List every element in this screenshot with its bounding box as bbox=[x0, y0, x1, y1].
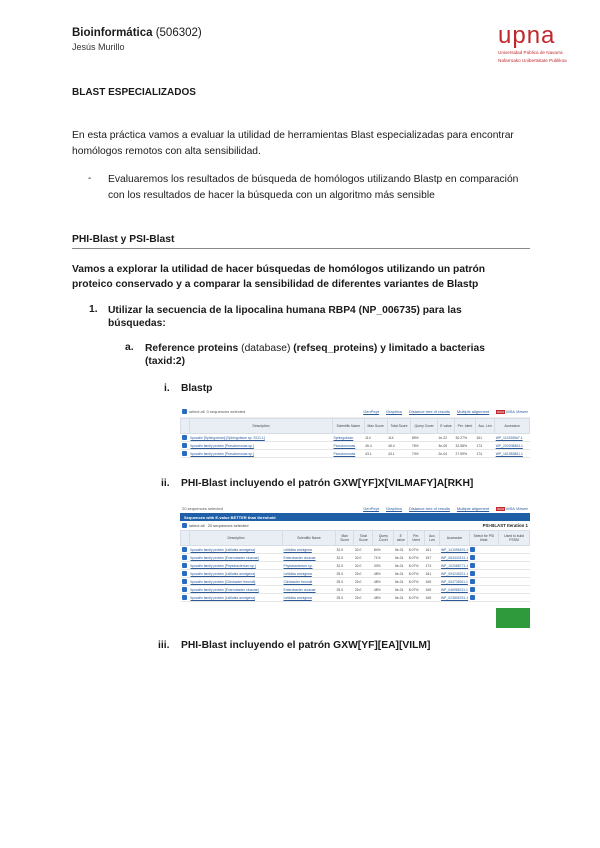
graphics-link[interactable]: Graphics bbox=[385, 505, 402, 511]
col-per-ident[interactable]: Per. Ident bbox=[408, 531, 425, 546]
intro-paragraph: En esta práctica vamos a evaluar la utilidad de herramientas Blast especializadas para encontrar homólogos remotos con alta sensibilidad. bbox=[72, 130, 514, 157]
col-max-score[interactable]: Max Score bbox=[364, 419, 387, 434]
col-accession[interactable]: Accession bbox=[440, 531, 469, 546]
course-name: Bioinformática bbox=[72, 27, 153, 39]
row-max-score: 25.0 bbox=[336, 578, 354, 586]
row-description[interactable]: lipocalin family protein [Enterobacter cloacae] bbox=[190, 586, 283, 594]
logo-word: upna bbox=[498, 22, 556, 49]
col-scientific-name[interactable]: Scientific Name bbox=[283, 531, 336, 546]
row-checkbox[interactable] bbox=[182, 443, 187, 448]
top-selected-count: 20 sequences selected bbox=[182, 505, 223, 511]
graphics-link[interactable]: Graphics bbox=[385, 408, 402, 414]
row-e-value: 5e-01 bbox=[394, 562, 408, 570]
row-total-score: 43.1 bbox=[387, 450, 411, 458]
selected-count: 0 sequences selected bbox=[206, 408, 246, 414]
table-row bbox=[181, 450, 530, 458]
section-intro: Vamos a explorar la utilidad de hacer búsquedas de homólogos utilizando un patrón proteico conservado y a comparar la sensibilidad de diferentes variantes de Blastp bbox=[72, 264, 486, 290]
item-a-text bbox=[145, 342, 525, 368]
sub-ii-text: PHI-Blast incluyendo el patrón GXW[YF]X[VILMAFY]A[RKH] bbox=[181, 478, 474, 489]
row-query-cover: 33% bbox=[373, 562, 394, 570]
row-checkbox[interactable] bbox=[182, 563, 187, 568]
row-acc-len: 157 bbox=[425, 554, 440, 562]
row-accession[interactable]: WP_102088771.1 bbox=[440, 563, 469, 568]
item1-number: 1. bbox=[89, 304, 98, 315]
row-max-score: 25.0 bbox=[336, 594, 354, 602]
results-table bbox=[180, 530, 530, 602]
row-description[interactable]: lipocalin family protein [Pseudomonas sp.] bbox=[190, 450, 333, 458]
logo-subtitle-1: Universidad Pública de Navarra bbox=[498, 50, 563, 55]
row-accession[interactable]: WP_161983861.1 bbox=[495, 450, 530, 458]
row-max-score: 25.0 bbox=[336, 586, 354, 594]
row-scientific-name[interactable]: Pseudomonas bbox=[333, 450, 365, 458]
row-checkbox[interactable] bbox=[182, 571, 187, 576]
row-e-value: 5e-01 bbox=[394, 570, 408, 578]
pssm-cell bbox=[499, 554, 530, 562]
header-checkbox-col bbox=[181, 419, 190, 434]
bullet-mark: - bbox=[88, 173, 92, 184]
row-checkbox[interactable] bbox=[182, 595, 187, 600]
row-e-value: 5e-01 bbox=[394, 586, 408, 594]
row-acc-len: 165 bbox=[425, 594, 440, 602]
row-query-cover: 48% bbox=[373, 586, 394, 594]
row-acc-len: 173 bbox=[475, 442, 494, 450]
row-description[interactable]: lipocalin family protein [Enterobacter cloacae] bbox=[190, 554, 283, 562]
row-accession[interactable]: WP_063735911.1 bbox=[440, 579, 468, 584]
row-scientific-name[interactable]: Phytobacterium sp. bbox=[283, 562, 336, 570]
row-per-ident: 8.07% bbox=[408, 570, 425, 578]
row-per-ident: 8.07% bbox=[408, 586, 425, 594]
col-accession[interactable]: Accession bbox=[495, 419, 530, 434]
row-accession[interactable]: WP_094249221.1 bbox=[440, 571, 469, 576]
table-row bbox=[181, 434, 530, 442]
table-row bbox=[181, 562, 530, 570]
row-description[interactable]: lipocalin family protein [Lelliottia amnigena] bbox=[190, 594, 283, 602]
row-checkbox[interactable] bbox=[182, 547, 187, 552]
col-e-value[interactable]: E value bbox=[437, 419, 454, 434]
row-e-value: 1e-22 bbox=[437, 434, 454, 442]
row-total-score: 32.0 bbox=[354, 546, 373, 554]
row-accession[interactable]: WP_063443131.1 bbox=[440, 555, 469, 560]
row-e-value: 5e-01 bbox=[394, 594, 408, 602]
select-all-label: select all bbox=[189, 523, 205, 528]
row-scientific-name[interactable]: Enterobacter cloacae bbox=[283, 586, 336, 594]
row-description[interactable]: lipocalin family protein [Lelliottia amnigena] bbox=[190, 546, 283, 554]
genpept-link[interactable]: GenPept bbox=[363, 408, 379, 414]
col-query-cover[interactable]: Query Cover bbox=[373, 531, 394, 546]
select-all-checkbox[interactable] bbox=[182, 409, 187, 414]
item-a-letter: a. bbox=[125, 342, 134, 353]
row-total-score: 45.4 bbox=[387, 442, 411, 450]
row-acc-len: 165 bbox=[425, 586, 440, 594]
psi-select-checkbox[interactable] bbox=[470, 563, 475, 568]
results-toolbar bbox=[180, 405, 530, 418]
row-scientific-name[interactable]: Lelliottia amnigena bbox=[283, 594, 336, 602]
row-checkbox[interactable] bbox=[182, 587, 187, 592]
row-total-score: 32.0 bbox=[354, 562, 373, 570]
row-per-ident: 8.07% bbox=[408, 562, 425, 570]
sub-i-number: i. bbox=[164, 383, 170, 394]
row-acc-len: 161 bbox=[475, 434, 494, 442]
row-scientific-name[interactable]: Pseudomonas bbox=[333, 442, 365, 450]
pssm-cell bbox=[499, 562, 530, 570]
row-total-score: 25.0 bbox=[354, 570, 373, 578]
row-description[interactable]: lipocalin family protein [Phytobacterium sp.] bbox=[190, 562, 283, 570]
sub-i-text: Blastp bbox=[181, 383, 213, 394]
distance-tree-link[interactable]: Distance tree of results bbox=[409, 408, 450, 414]
row-per-ident: 27.59% bbox=[454, 450, 475, 458]
col-description[interactable]: Description bbox=[190, 419, 333, 434]
item-a-part3: (refseq_proteins) y limitado a bacterias (taxid:2) bbox=[145, 343, 485, 367]
col-description[interactable]: Description bbox=[190, 531, 283, 546]
psi-select-checkbox[interactable] bbox=[470, 595, 475, 600]
table-header-row bbox=[181, 419, 530, 434]
row-scientific-name[interactable]: Citrobacter freundii bbox=[283, 578, 336, 586]
row-query-cover: 71% bbox=[373, 554, 394, 562]
table-row bbox=[181, 546, 530, 554]
row-checkbox[interactable] bbox=[182, 579, 187, 584]
row-query-cover: 48% bbox=[373, 578, 394, 586]
col-scientific-name[interactable]: Scientific Name bbox=[333, 419, 365, 434]
course-title bbox=[72, 27, 202, 39]
row-accession[interactable]: WP_046986211.1 bbox=[440, 587, 468, 592]
logo-subtitle-2: Nafarroako Unibertsitate Publikoa bbox=[498, 57, 567, 63]
row-e-value: 3e-05 bbox=[437, 442, 454, 450]
msa-viewer-link[interactable]: NEW MSA Viewer bbox=[497, 505, 528, 511]
row-max-score: 32.0 bbox=[336, 562, 354, 570]
row-max-score: 114 bbox=[364, 434, 387, 442]
row-accession[interactable]: WP_141096191.1 bbox=[440, 547, 469, 552]
new-badge-icon: NEW bbox=[497, 409, 505, 414]
row-query-cover: 48% bbox=[373, 570, 394, 578]
row-scientific-name[interactable]: Lelliottia amnigena bbox=[283, 546, 336, 554]
row-description[interactable]: lipocalin family protein [Citrobacter freundii] bbox=[190, 578, 283, 586]
row-query-cover: 48% bbox=[373, 594, 394, 602]
row-per-ident: 32.58% bbox=[454, 442, 475, 450]
psi-select-checkbox[interactable] bbox=[470, 547, 475, 552]
blastp-results-screenshot bbox=[180, 405, 530, 465]
section-divider bbox=[72, 248, 530, 249]
phi-blast-results-screenshot bbox=[180, 503, 530, 628]
row-description[interactable]: lipocalin family protein [Pseudomonas sp.] bbox=[190, 442, 333, 450]
pssm-cell bbox=[499, 594, 530, 602]
col-used-pssm: Used to build PSSM bbox=[499, 531, 530, 546]
row-total-score: 114 bbox=[387, 434, 411, 442]
row-max-score: 45.4 bbox=[364, 442, 387, 450]
threshold-banner[interactable]: Sequences with E-value BETTER than threshold bbox=[180, 513, 530, 521]
col-acc-len[interactable]: Acc. Len bbox=[475, 419, 494, 434]
sub-ii-number: ii. bbox=[161, 478, 170, 489]
results-table bbox=[180, 418, 530, 458]
table-header-row bbox=[181, 531, 530, 546]
row-per-ident: 8.07% bbox=[408, 594, 425, 602]
psi-blast-run-button[interactable] bbox=[496, 608, 530, 628]
pssm-cell bbox=[499, 570, 530, 578]
new-badge-icon: NEW bbox=[497, 506, 505, 511]
author-name: Jesús Murillo bbox=[72, 42, 125, 52]
col-total-score[interactable]: Total Score bbox=[387, 419, 411, 434]
col-per-ident[interactable]: Per. Ident bbox=[454, 419, 475, 434]
row-description[interactable]: lipocalin family protein [Lelliottia amnigena] bbox=[190, 570, 283, 578]
table-row bbox=[181, 554, 530, 562]
row-accession[interactable]: WP_200008863.1 bbox=[495, 442, 530, 450]
row-checkbox[interactable] bbox=[182, 451, 187, 456]
select-all-label: select all bbox=[189, 408, 205, 414]
row-per-ident: 8.07% bbox=[408, 554, 425, 562]
psi-select-checkbox[interactable] bbox=[470, 555, 475, 560]
psi-select-checkbox[interactable] bbox=[470, 571, 475, 576]
row-max-score: 25.0 bbox=[336, 570, 354, 578]
row-max-score: 32.0 bbox=[336, 546, 354, 554]
row-scientific-name[interactable]: Sphingobium bbox=[333, 434, 365, 442]
pssm-cell bbox=[499, 578, 530, 586]
row-e-value: 5e-01 bbox=[394, 554, 408, 562]
row-per-ident: 30.27% bbox=[454, 434, 475, 442]
table-row bbox=[181, 442, 530, 450]
row-checkbox[interactable] bbox=[182, 555, 187, 560]
section-heading: PHI-Blast y PSI-Blast bbox=[72, 234, 175, 245]
course-code: (506302) bbox=[152, 27, 202, 39]
selection-row bbox=[180, 521, 530, 530]
row-e-value: 2e-04 bbox=[437, 450, 454, 458]
distance-tree-link[interactable]: Distance tree of results bbox=[409, 505, 450, 511]
row-total-score: 32.0 bbox=[354, 554, 373, 562]
row-checkbox[interactable] bbox=[182, 435, 187, 440]
table-row bbox=[181, 570, 530, 578]
row-acc-len: 173 bbox=[425, 562, 440, 570]
results-toolbar bbox=[180, 503, 530, 513]
row-scientific-name[interactable]: Lelliottia amnigena bbox=[283, 570, 336, 578]
col-max-score[interactable]: Max Score bbox=[336, 531, 354, 546]
sub-iii-text: PHI-Blast incluyendo el patrón GXW[YF][EA][VILM] bbox=[181, 640, 431, 651]
row-query-cover: 74% bbox=[411, 450, 438, 458]
row-scientific-name[interactable]: Enterobacter cloacae bbox=[283, 554, 336, 562]
table-row bbox=[181, 586, 530, 594]
col-acc-len[interactable]: Acc. Len bbox=[425, 531, 440, 546]
row-e-value: 5e-01 bbox=[394, 546, 408, 554]
col-e-value[interactable]: E value bbox=[394, 531, 408, 546]
row-max-score: 32.0 bbox=[336, 554, 354, 562]
row-max-score: 43.1 bbox=[364, 450, 387, 458]
genpept-link[interactable]: GenPept bbox=[363, 505, 379, 511]
col-query-cover[interactable]: Query Cover bbox=[411, 419, 438, 434]
row-accession[interactable]: WP_023806761.1 bbox=[440, 595, 469, 600]
sub-iii-number: iii. bbox=[158, 640, 170, 651]
msa-viewer-link[interactable]: NEW MSA Viewer bbox=[497, 408, 528, 414]
table-row bbox=[181, 594, 530, 602]
pssm-cell bbox=[499, 546, 530, 554]
university-logo bbox=[498, 24, 578, 63]
row-query-cover: 75% bbox=[411, 442, 438, 450]
header-checkbox-col bbox=[181, 531, 190, 546]
row-query-cover: 84% bbox=[373, 546, 394, 554]
multiple-alignment-link[interactable]: Multiple alignment bbox=[456, 408, 490, 414]
bullet-text: Evaluaremos los resultados de búsqueda de homólogos utilizando Blastp en comparación con los resultados de hacer la búsqueda con un algoritmo más sensible bbox=[108, 174, 519, 201]
row-description[interactable]: lipocalin [Sphingobium] [Sphingobium sp. SCG-1] bbox=[190, 434, 333, 442]
row-total-score: 25.0 bbox=[354, 586, 373, 594]
col-total-score[interactable]: Total Score bbox=[354, 531, 373, 546]
pssm-cell bbox=[499, 586, 530, 594]
row-acc-len: 161 bbox=[425, 546, 440, 554]
table-row bbox=[181, 578, 530, 586]
row-total-score: 25.0 bbox=[354, 578, 373, 586]
page-title: BLAST ESPECIALIZADOS bbox=[72, 87, 196, 98]
row-acc-len: 174 bbox=[475, 450, 494, 458]
row-acc-len: 165 bbox=[425, 578, 440, 586]
multiple-alignment-link[interactable]: Multiple alignment bbox=[456, 505, 490, 511]
item-a-part2: (database) bbox=[238, 343, 294, 354]
selected-count: 20 sequences selected bbox=[207, 523, 249, 528]
psi-select-checkbox[interactable] bbox=[470, 579, 475, 584]
row-acc-len: 161 bbox=[425, 570, 440, 578]
row-per-ident: 8.07% bbox=[408, 546, 425, 554]
row-accession[interactable]: WP_112525567.1 bbox=[495, 434, 530, 442]
row-total-score: 25.0 bbox=[354, 594, 373, 602]
select-all-checkbox[interactable] bbox=[182, 523, 187, 528]
col-select-psi: Select for PSI blast bbox=[469, 531, 499, 546]
psi-select-checkbox[interactable] bbox=[470, 587, 475, 592]
iteration-label: PSI-BLAST Iteration 1 bbox=[482, 523, 528, 528]
item1-text: Utilizar la secuencia de la lipocalina humana RBP4 (NP_006735) para las búsquedas: bbox=[108, 305, 462, 329]
item-a-part1: Reference proteins bbox=[145, 343, 239, 354]
row-e-value: 5e-01 bbox=[394, 578, 408, 586]
row-per-ident: 8.07% bbox=[408, 578, 425, 586]
row-query-cover: 89% bbox=[411, 434, 438, 442]
